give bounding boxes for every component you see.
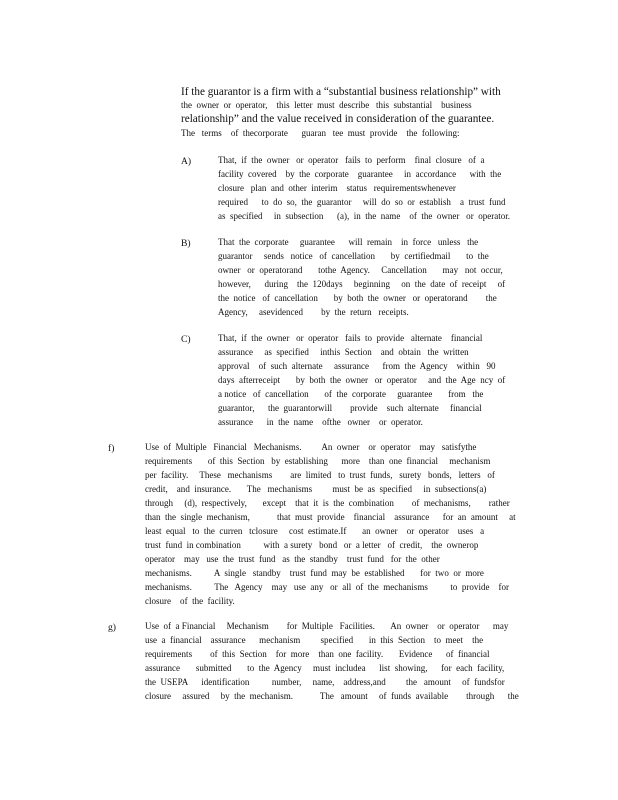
list-item-line: guarantor, the guarantorwill provide such alternate financial — [218, 403, 482, 414]
list-marker: C) — [181, 334, 191, 345]
list-item-line: requirements of this Section by establishing more than one financial mechanism — [145, 456, 491, 467]
list-item-line: assurance as specified inthis Section and obtain the written — [218, 347, 469, 358]
list-item-line: mechanisms. The Agency may use any or all of the mechanisms to provide for — [145, 582, 510, 593]
intro-line: the owner or operator, this letter must describe this substantial business — [181, 100, 472, 111]
list-item-line: least equal to the curren tclosure cost estimate.If an owner or operator uses a — [145, 526, 485, 537]
list-item-line: than the single mechanism, that must provide financial assurance for an amount at — [145, 512, 516, 523]
list-item-line: assurance submitted to the Agency must includea list showing, for each facility, — [145, 663, 505, 674]
list-item-line: as specified in subsection (a), in the name of the owner or operator. — [218, 211, 511, 222]
list-item-line: the notice of cancellation by both the owner or operatorand the — [218, 293, 497, 304]
list-item-line: trust fund in combination with a surety bond or a letter of credit, the ownerор — [145, 540, 479, 551]
list-item-line: Use of a Financial Mechanism for Multiple Facilities. An owner or operator may — [145, 621, 509, 632]
intro-line: If the guarantor is a firm with a “substantial business relationship” with — [181, 86, 501, 98]
list-item-line: Agency, asevidenced by the return receipts. — [218, 307, 409, 318]
list-item-line: per facility. These mechanisms are limited to trust funds, surety bonds, letters of — [145, 470, 495, 481]
list-marker: g) — [108, 622, 116, 633]
list-item-line: use a financial assurance mechanism specified in this Section to meet the — [145, 635, 484, 646]
list-item-line: closure of the facility. — [145, 596, 235, 607]
intro-line: relationship” and the value received in consideration of the guarantee. — [181, 113, 495, 125]
list-item-line: guarantor sends notice of cancellation by certifiedmail to the — [218, 251, 489, 262]
list-marker: A) — [181, 156, 192, 167]
list-item-line: That the corporate guarantee will remain in force unless the — [218, 237, 479, 248]
list-item-line: days afterreceipt by both the owner or operator and the Age ncy of — [218, 375, 506, 386]
list-item-line: closure assured by the mechanism. The amount of funds available through the — [145, 691, 519, 702]
list-item-line: however, during the 120days beginning on the date of receipt of — [218, 279, 506, 290]
list-item-line: Use of Multiple Financial Mechanisms. An owner or operator may satisfythe — [145, 442, 477, 453]
list-item-line: assurance in the name ofthe owner or operator. — [218, 417, 423, 428]
list-item-line: the USEPA identification number, name, address,and the amount of fundsfor — [145, 677, 505, 688]
list-marker: B) — [181, 238, 191, 249]
list-item-line: credit, and insurance. The mechanisms must be as specified in subsections(a) — [145, 484, 487, 495]
list-item-line: closure plan and other interim status requirementswhenever — [218, 183, 456, 194]
list-item-line: That, if the owner or operator fails to provide alternate financial — [218, 333, 483, 344]
list-item-line: required to do so, the guarantor will do so or establish a trust fund — [218, 197, 506, 208]
list-item-line: through (d), respectively, except that it is the combination of mechanisms, rather — [145, 498, 510, 509]
list-item-line: operator may use the trust fund as the standby trust fund for the other — [145, 554, 440, 565]
intro-line: The terms of thecorporate guaran tee must provide the following: — [181, 128, 460, 139]
list-item-line: requirements of this Section for more than one facility. Evidence of financial — [145, 649, 490, 660]
list-item-line: a notice of cancellation of the corporate guarantee from the — [218, 389, 484, 400]
list-item-line: facility covered by the corporate guarantee in accordance with the — [218, 169, 502, 180]
list-item-line: mechanisms. A single standby trust fund may be established for two or more — [145, 568, 484, 579]
list-item-line: owner or operatorand tothe Agency. Cancellation may not occur, — [218, 265, 503, 276]
list-item-line: That, if the owner or operator fails to perform final closure of a — [218, 155, 485, 166]
list-marker: f) — [108, 443, 115, 454]
list-item-line: approval of such alternate assurance from the Agency within 90 — [218, 361, 496, 372]
